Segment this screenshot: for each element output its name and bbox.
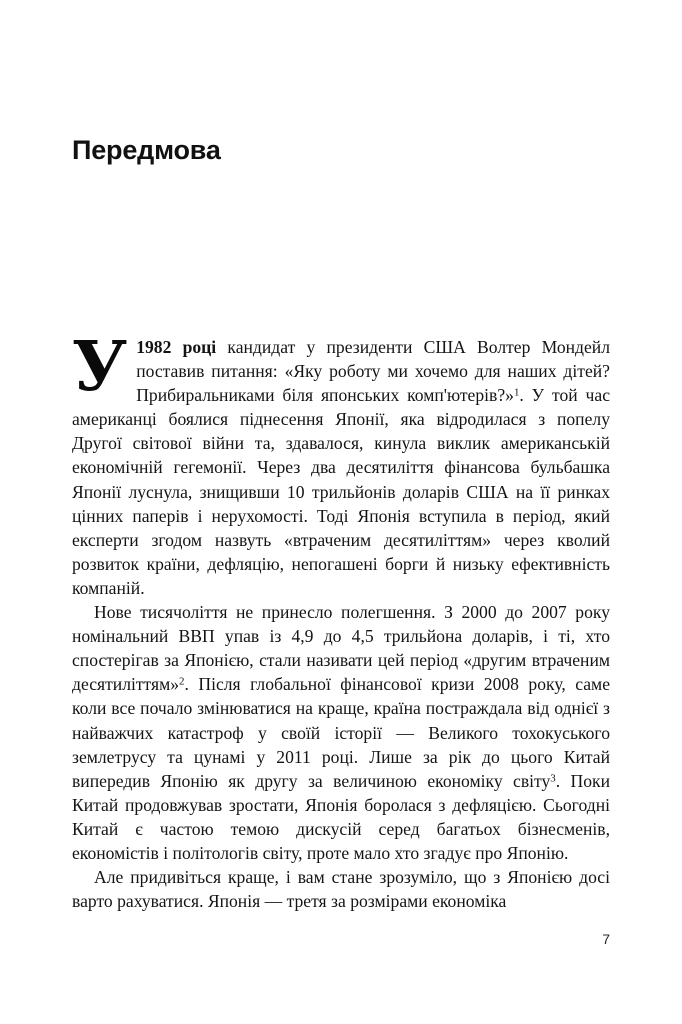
lead-bold-phrase: 1982 році [136, 337, 217, 357]
page-number: 7 [602, 931, 610, 947]
footnote-marker-1[interactable]: 1 [513, 386, 520, 399]
paragraph-1-text-b: . У той час американці боялися піднесення Японії, яка відродилася з попелу Другої світової війни та, здавалося, кинула виклик американській економічній гегемонії. Через два десятиліття фінансова бульбашка Японії луснула, знищивши 10 трильйонів доларів США на її ринках цінних паперів і нерухомості. Тоді Японія вступила в період, який експерти згодом назвуть «втраченим десятиліттям» через кволий розвиток країни, дефляцію, непогашені борги й низьку ефективність компаній. [72, 385, 610, 598]
paragraph-3-text: Але придивіться краще, і вам стане зрозуміло, що з Японією досі варто рахуватися. Японія — третя за розмірами економіка [72, 867, 610, 912]
paragraph-2-text-b: . Після глобальної фінансової кризи 2008 року, саме коли все почало змінюватися на краще, країна постраждала від однієї з найважчих катастроф у своїй історії — Великого тохокуського землетрусу та цунамі у 2011 році. Лише за рік до цього Китай випередив Японію як другу за величиною економіку світу [72, 674, 610, 791]
paragraph-2 [72, 600, 610, 865]
paragraph-3 [72, 865, 610, 913]
paragraph-1 [72, 327, 610, 600]
footnote-marker-3[interactable]: 3 [550, 772, 556, 785]
paragraph-2-text-a: Нове тисячоліття не принесло полегшення. З 2000 до 2007 року номінальний ВВП упав із 4,9 до 4,5 трильйона доларів, і ті, хто спостерігав за Японією, стали називати цей період «другим втраченим десятиліттям» [72, 602, 610, 695]
body-text-block [72, 327, 611, 913]
page-title: Передмова [72, 135, 221, 165]
paragraph-1-text-a: кандидат у президенти США Волтер Мондейл поставив питання: «Яку роботу ми хочемо для наших дітей? Прибиральниками біля японських комп'ютерів?» [136, 337, 610, 406]
drop-cap: У [72, 327, 128, 407]
paragraph-2-text-c: . Поки Китай продовжував зростати, Японія боролася з дефляцією. Сьогодні Китай є частою темою дискусій серед багатьох бізнесменів, економістів і політологів світу, проте мало хто згадує про Японію. [72, 770, 611, 863]
footnote-marker-2[interactable]: 2 [179, 675, 185, 688]
